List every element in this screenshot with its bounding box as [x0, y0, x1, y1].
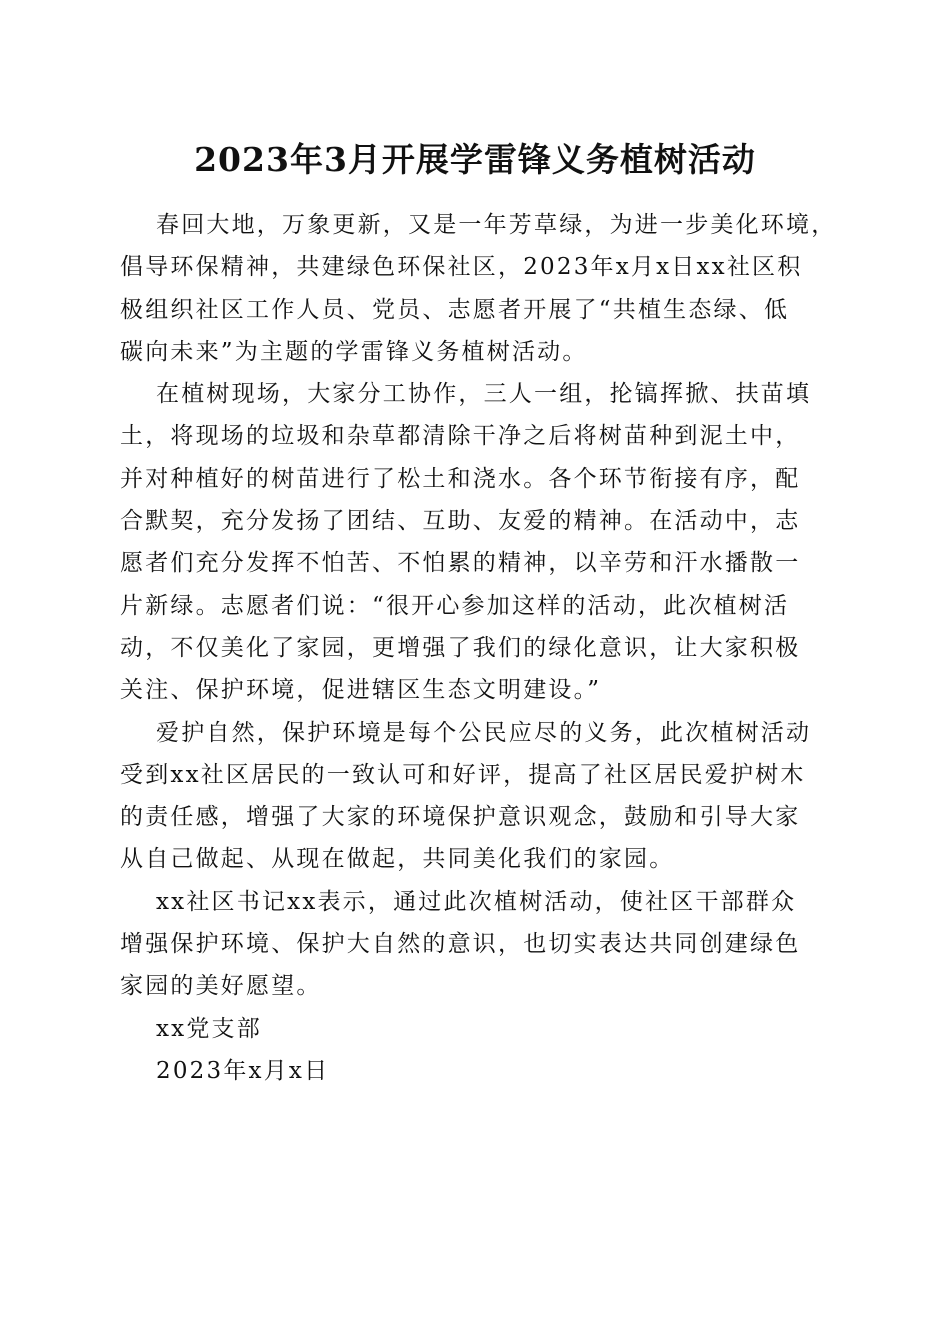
paragraph-2 [120, 373, 832, 711]
paragraph-line: 春回大地，万象更新，又是一年芳草绿，为进一步美化环境， [156, 212, 837, 238]
paragraph-line: 动，不仅美化了家园，更增强了我们的绿化意识，让大家积极 [120, 634, 801, 661]
document-title: 2023年3月开展学雷锋义务植树活动 [194, 140, 756, 179]
paragraph-line: 碳向未来”为主题的学雷锋义务植树活动。 [120, 338, 588, 365]
paragraph-line: 并对种植好的树苗进行了松土和浇水。各个环节衔接有序，配 [120, 465, 801, 492]
signature: xx党支部 [156, 1015, 262, 1042]
paragraph-line: 在植树现场，大家分工协作，三人一组，抡镐挥掀、扶苗填 [156, 381, 812, 408]
paragraph-1 [120, 204, 837, 373]
paragraph-line: 愿者们充分发挥不怕苦、不怕累的精神，以辛劳和汗水播散一 [120, 550, 801, 577]
paragraph-line: 从自己做起、从现在做起，共同美化我们的家园。 [120, 846, 675, 873]
paragraph-line: 爱护自然，保护环境是每个公民应尽的义务，此次植树活动 [156, 719, 812, 746]
document-body [120, 204, 837, 1092]
paragraph-4 [120, 881, 832, 1008]
paragraph-line: xx社区书记xx表示，通过此次植树活动，使社区干部群众 [156, 888, 797, 915]
paragraph-line: 土，将现场的垃圾和杂草都清除干净之后将树苗种到泥土中， [120, 423, 801, 450]
paragraph-line: 的责任感，增强了大家的环境保护意识观念，鼓励和引导大家 [120, 804, 801, 831]
paragraph-3 [120, 712, 832, 881]
paragraph-line: 片新绿。志愿者们说：“很开心参加这样的活动，此次植树活 [120, 592, 790, 619]
paragraph-line: 合默契，充分发扬了团结、互助、友爱的精神。在活动中，志 [120, 508, 801, 535]
paragraph-line: 关注、保护环境，促进辖区生态文明建设。” [120, 677, 602, 704]
paragraph-line: 受到xx社区居民的一致认可和好评，提高了社区居民爱护树木 [120, 761, 806, 788]
paragraph-line: 家园的美好愿望。 [120, 973, 322, 1000]
paragraph-line: 极组织社区工作人员、党员、志愿者开展了“共植生态绿、低 [120, 296, 790, 323]
paragraph-line: 倡导环保精神，共建绿色环保社区，2023年x月x日xx社区积 [120, 254, 803, 281]
paragraph-line: 增强保护环境、保护大自然的意识，也切实表达共同创建绿色 [120, 931, 801, 958]
document-date: 2023年x月x日 [156, 1057, 330, 1084]
